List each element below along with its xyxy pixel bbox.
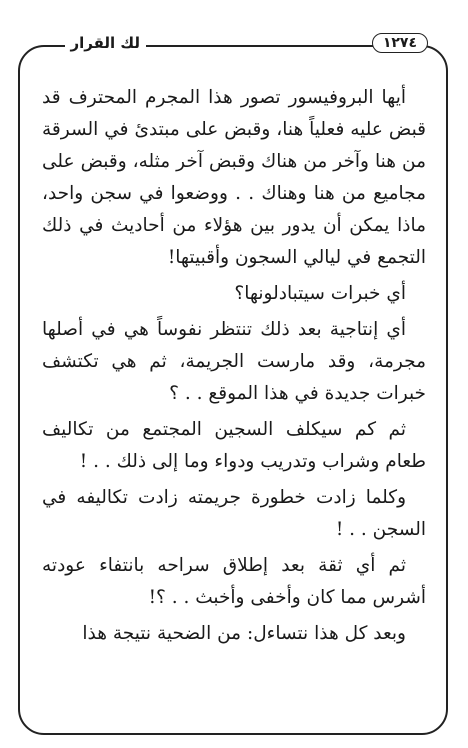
paragraph: وبعد كل هذا نتساءل: من الضحية نتيجة هذا xyxy=(82,623,406,644)
paragraph: أي خبرات سيتبادلونها؟ xyxy=(234,283,406,304)
page-body-text xyxy=(42,82,426,654)
page-header xyxy=(0,30,468,64)
paragraph: ثم كم سيكلف السجين المجتمع من تكاليف طعام وشراب وتدريب ودواء وما إلى ذلك . . ! xyxy=(42,419,426,472)
page-number: ١٢٧٤ xyxy=(372,33,428,53)
paragraph: أيها البروفيسور تصور هذا المجرم المحترف قد قبض عليه فعلياً هنا، وقبض على مبتدئ في السرقة من هنا وآخر من هناك وقبض آخر مثله، وقبض على مجاميع من هنا وهناك . . ووضعوا في سجن واحد، ماذا يمكن أن يدور بين هؤلاء من أحاديث في ذلك التجمع في ليالي السجون وأقبيتها! xyxy=(42,87,426,268)
paragraph: وكلما زادت خطورة جريمته زادت تكاليفه في السجن . . ! xyxy=(42,487,426,540)
paragraph: أي إنتاجية بعد ذلك تنتظر نفوساً هي في أصلها مجرمة، وقد مارست الجريمة، ثم هي تكتشف خبرات جديدة في هذا الموقع . . ؟ xyxy=(42,319,426,404)
paragraph: ثم أي ثقة بعد إطلاق سراحه بانتفاء عودته أشرس مما كان وأخفى وأخبث . . ؟! xyxy=(42,555,426,608)
running-title: لك القرار xyxy=(65,34,147,52)
